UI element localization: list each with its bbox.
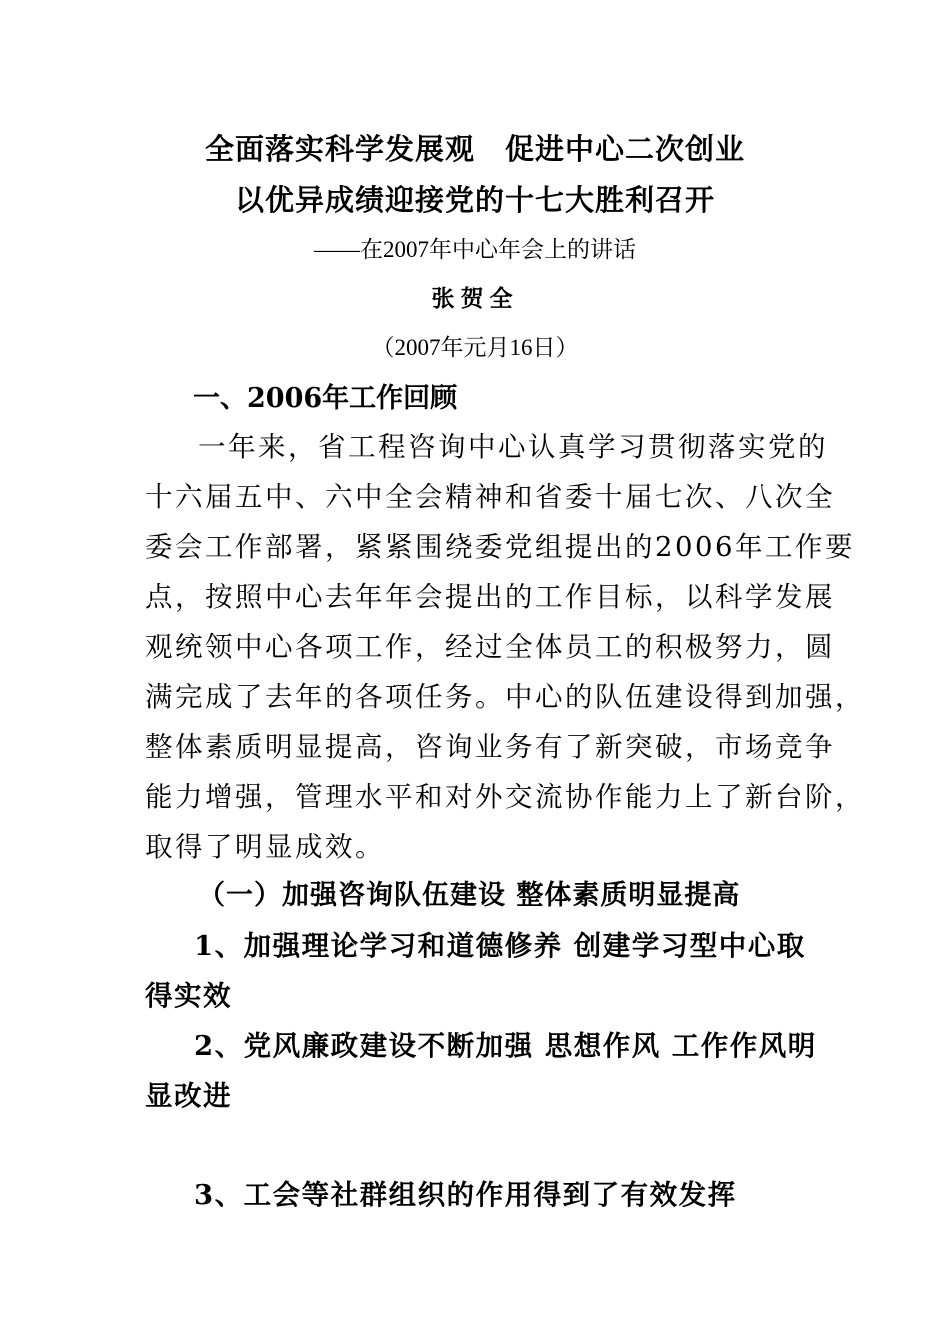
- subsection-heading: （一）加强咨询队伍建设 整体素质明显提高: [198, 880, 741, 911]
- paragraph-line: 整体素质明显提高，咨询业务有了新突破，市场竞争: [145, 731, 835, 763]
- title-line-1: 全面落实科学发展观 促进中心二次创业: [204, 132, 745, 166]
- item-heading-2: 2、党风廉政建设不断加强 思想作风 工作作风明: [194, 1030, 817, 1062]
- title-line-2: 以优异成绩迎接党的十七大胜利召开: [234, 183, 715, 217]
- paragraph-line: 一年来，省工程咨询中心认真学习贯彻落实党的: [198, 431, 828, 463]
- paragraph-line: 取得了明显成效。: [145, 831, 385, 863]
- author-name: 张贺全: [431, 285, 519, 312]
- speech-date: （2007年元月16日）: [371, 335, 579, 360]
- paragraph-line: 委会工作部署，紧紧围绕委党组提出的2006年工作要: [145, 531, 855, 563]
- paragraph-line: 十六届五中、六中全会精神和省委十届七次、八次全: [145, 481, 835, 513]
- item-heading-1: 1、加强理论学习和道德修养 创建学习型中心取: [194, 930, 806, 962]
- subtitle: ——在2007年中心年会上的讲话: [314, 237, 636, 262]
- item-heading-2-cont: 显改进: [145, 1080, 232, 1112]
- item-heading-1-cont: 得实效: [145, 980, 232, 1012]
- paragraph-line: 观统领中心各项工作，经过全体员工的积极努力，圆: [145, 631, 835, 663]
- item-heading-3: 3、工会等社群组织的作用得到了有效发挥: [194, 1179, 737, 1211]
- paragraph-line: 能力增强，管理水平和对外交流协作能力上了新台阶，: [145, 781, 865, 813]
- paragraph-line: 点，按照中心去年年会提出的工作目标，以科学发展: [145, 581, 835, 613]
- section-heading: 一、2006年工作回顾: [193, 383, 458, 414]
- paragraph-line: 满完成了去年的各项任务。中心的队伍建设得到加强，: [145, 681, 865, 713]
